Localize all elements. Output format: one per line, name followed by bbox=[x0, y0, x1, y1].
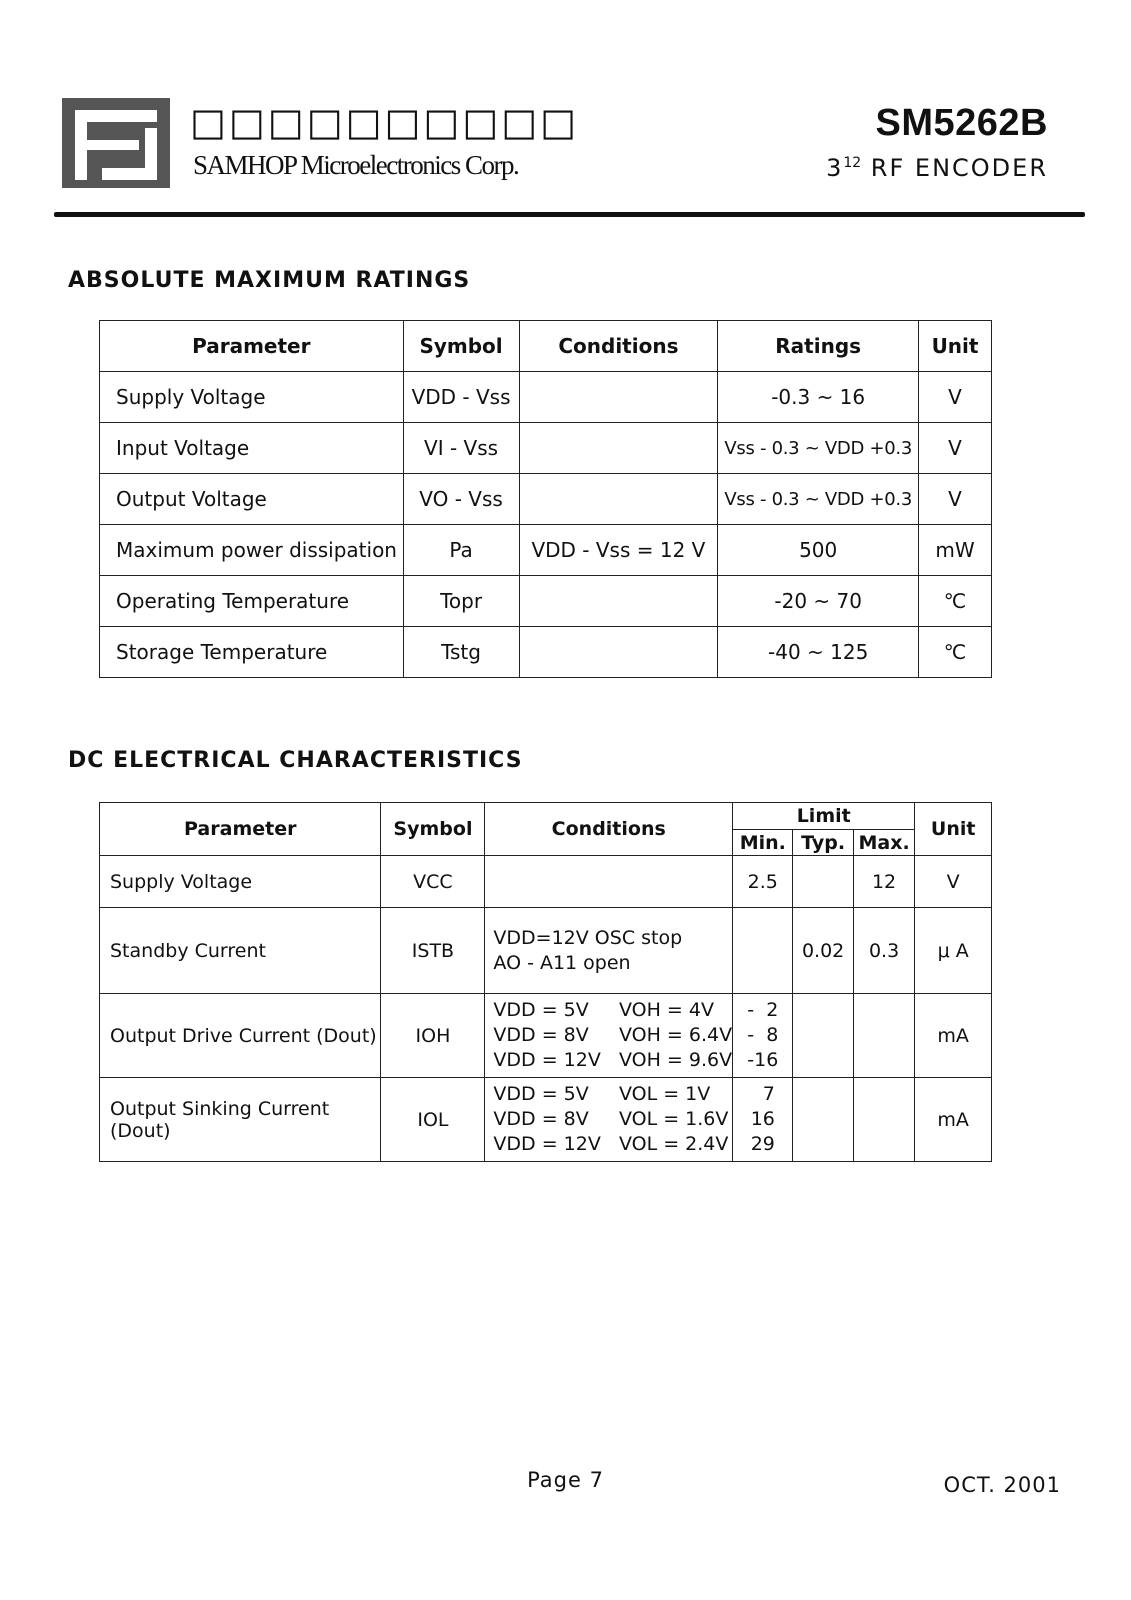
table-row bbox=[100, 576, 992, 627]
table-header-row bbox=[100, 321, 992, 372]
part-number: SM5262B bbox=[875, 102, 1048, 144]
table-row bbox=[100, 474, 992, 525]
cell-unit: ℃ bbox=[919, 576, 992, 627]
header-conditions: Conditions bbox=[519, 321, 718, 372]
cell-unit: mA bbox=[915, 994, 992, 1078]
publication-date: OCT. 2001 bbox=[943, 1473, 1061, 1497]
cell-unit: μ A bbox=[915, 908, 992, 994]
cell-conditions bbox=[519, 423, 718, 474]
cell-max: 0.3 bbox=[853, 908, 915, 994]
cell-parameter: Output Voltage bbox=[100, 474, 404, 525]
cell-min: 7 16 29 bbox=[733, 1078, 793, 1162]
cell-min bbox=[733, 908, 793, 994]
cell-unit: V bbox=[915, 856, 992, 908]
cell-unit: ℃ bbox=[919, 627, 992, 678]
cell-ratings: Vss - 0.3 ~ VDD +0.3 bbox=[718, 474, 919, 525]
cell-symbol: Tstg bbox=[403, 627, 519, 678]
cell-parameter: Input Voltage bbox=[100, 423, 404, 474]
company-name-english: SAMHOP Microelectronics Corp. bbox=[193, 150, 519, 180]
table-row bbox=[100, 908, 992, 994]
cell-conditions bbox=[519, 627, 718, 678]
header-ratings: Ratings bbox=[718, 321, 919, 372]
header-divider bbox=[54, 212, 1085, 217]
cell-ratings: -20 ~ 70 bbox=[718, 576, 919, 627]
header-parameter: Parameter bbox=[100, 803, 381, 856]
abs-max-table bbox=[99, 320, 992, 678]
cell-symbol: VDD - Vss bbox=[403, 372, 519, 423]
header-limit: Limit bbox=[733, 803, 915, 830]
cell-min: - 2 - 8 -16 bbox=[733, 994, 793, 1078]
page-number: Page 7 bbox=[527, 1468, 604, 1492]
header-parameter: Parameter bbox=[100, 321, 404, 372]
cell-parameter: Output Drive Current (Dout) bbox=[100, 994, 381, 1078]
cell-ratings: 500 bbox=[718, 525, 919, 576]
cell-unit: mW bbox=[919, 525, 992, 576]
cell-typ bbox=[793, 856, 853, 908]
table-row bbox=[100, 372, 992, 423]
cell-symbol: Pa bbox=[403, 525, 519, 576]
cell-conditions: VDD = 5V VOL = 1V VDD = 8V VOL = 1.6V VDD = 12V VOL = 2.4V bbox=[485, 1078, 733, 1162]
cell-typ: 0.02 bbox=[793, 908, 853, 994]
cell-typ bbox=[793, 994, 853, 1078]
company-logo bbox=[62, 98, 170, 188]
cell-conditions bbox=[519, 576, 718, 627]
cell-symbol: VI - Vss bbox=[403, 423, 519, 474]
cell-symbol: IOH bbox=[381, 994, 485, 1078]
cell-max bbox=[853, 1078, 915, 1162]
table-row bbox=[100, 994, 992, 1078]
header-typ: Typ. bbox=[793, 830, 853, 856]
header-conditions: Conditions bbox=[485, 803, 733, 856]
table-row bbox=[100, 423, 992, 474]
header-unit: Unit bbox=[915, 803, 992, 856]
cell-typ bbox=[793, 1078, 853, 1162]
cell-ratings: -0.3 ~ 16 bbox=[718, 372, 919, 423]
cell-ratings: Vss - 0.3 ~ VDD +0.3 bbox=[718, 423, 919, 474]
cell-symbol: VCC bbox=[381, 856, 485, 908]
cell-parameter: Storage Temperature bbox=[100, 627, 404, 678]
cell-parameter: Output Sinking Current (Dout) bbox=[100, 1078, 381, 1162]
dc-characteristics-table bbox=[99, 802, 992, 1162]
header-max: Max. bbox=[853, 830, 915, 856]
table-row bbox=[100, 856, 992, 908]
cell-parameter: Standby Current bbox=[100, 908, 381, 994]
cell-min: 2.5 bbox=[733, 856, 793, 908]
table-row bbox=[100, 627, 992, 678]
header-symbol: Symbol bbox=[403, 321, 519, 372]
cell-conditions bbox=[519, 474, 718, 525]
cell-symbol: Topr bbox=[403, 576, 519, 627]
header-min: Min. bbox=[733, 830, 793, 856]
cell-symbol: IOL bbox=[381, 1078, 485, 1162]
cell-unit: V bbox=[919, 423, 992, 474]
table-header-row bbox=[100, 803, 992, 830]
cell-conditions bbox=[519, 372, 718, 423]
cell-ratings: -40 ~ 125 bbox=[718, 627, 919, 678]
cell-unit: mA bbox=[915, 1078, 992, 1162]
dc-characteristics-title: DC ELECTRICAL CHARACTERISTICS bbox=[68, 748, 523, 773]
product-subtitle: $3^{12}$ RF ENCODER bbox=[826, 154, 1048, 182]
table-row bbox=[100, 1078, 992, 1162]
cell-conditions bbox=[485, 856, 733, 908]
cell-conditions: VDD = 5V VOH = 4V VDD = 8V VOH = 6.4V VDD = 12V VOH = 9.6V bbox=[485, 994, 733, 1078]
abs-max-title: ABSOLUTE MAXIMUM RATINGS bbox=[68, 268, 471, 293]
company-name-chinese: □□□□□□□□□□ bbox=[190, 100, 580, 144]
table-row bbox=[100, 525, 992, 576]
cell-unit: V bbox=[919, 372, 992, 423]
cell-max: 12 bbox=[853, 856, 915, 908]
cell-parameter: Operating Temperature bbox=[100, 576, 404, 627]
cell-symbol: ISTB bbox=[381, 908, 485, 994]
cell-symbol: VO - Vss bbox=[403, 474, 519, 525]
cell-parameter: Supply Voltage bbox=[100, 372, 404, 423]
cell-parameter: Maximum power dissipation bbox=[100, 525, 404, 576]
cell-unit: V bbox=[919, 474, 992, 525]
header-unit: Unit bbox=[919, 321, 992, 372]
header-symbol: Symbol bbox=[381, 803, 485, 856]
cell-max bbox=[853, 994, 915, 1078]
cell-conditions: VDD=12V OSC stop AO - A11 open bbox=[485, 908, 733, 994]
cell-conditions: VDD - Vss = 12 V bbox=[519, 525, 718, 576]
cell-parameter: Supply Voltage bbox=[100, 856, 381, 908]
